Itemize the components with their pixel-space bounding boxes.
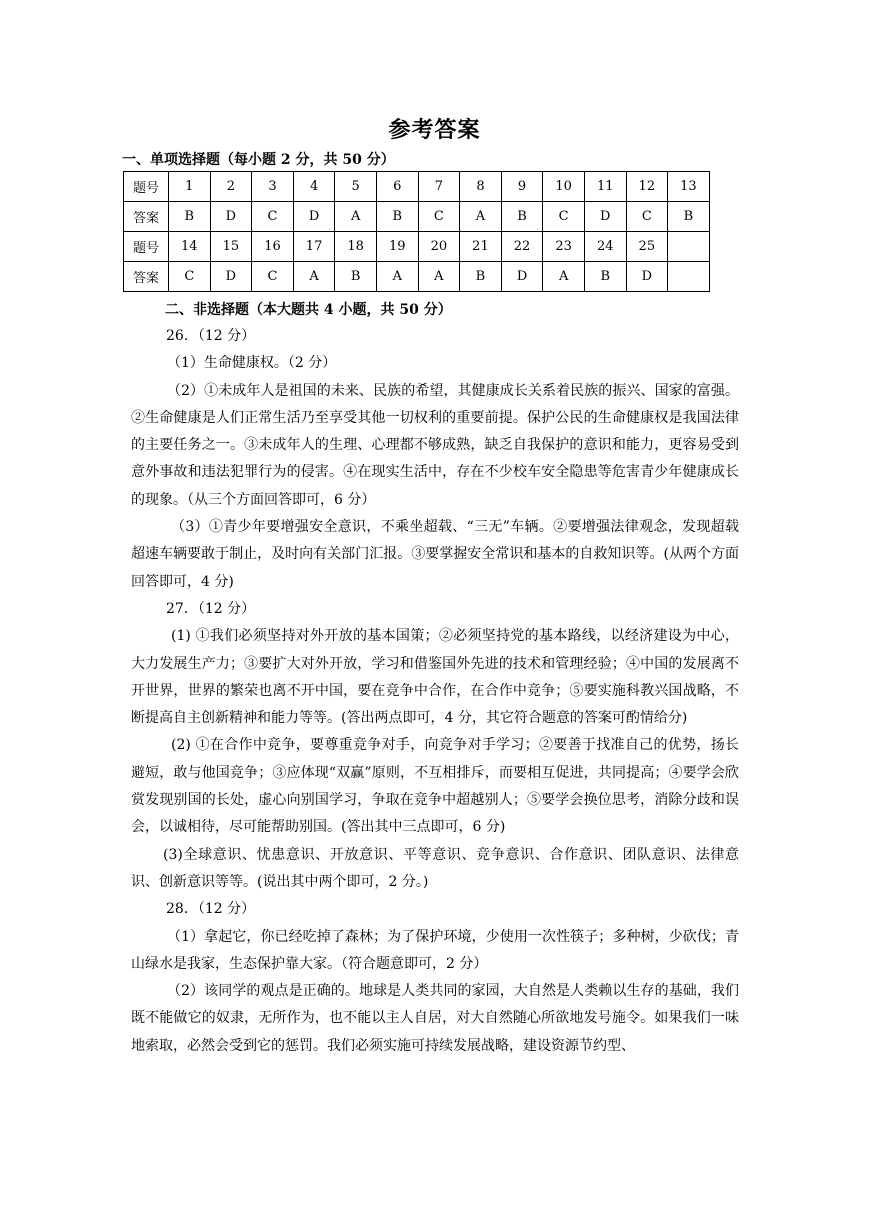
table-cell: D — [210, 262, 252, 292]
question-28-part-2: （2）该同学的观点是正确的。地球是人类共同的家园，大自然是人类赖以生存的基础，我们既不能做它的奴隶，无所作为，也不能以主人自居，对大自然随心所欲地发号施令。如果我们一味地索取，必然会受到它的惩罚。我们必须实施可持续发展战略，建设资源节约型、 — [131, 983, 739, 1054]
table-cell: 9 — [501, 172, 543, 202]
question-26-part-3: （3）①青少年要增强安全意识，不乘坐超载、“三无”车辆。②要增强法律观念，发现超载超速车辆要敢于制止，及时向有关部门汇报。③要掌握安全常识和基本的自救知识等。(从两个方面回答即可，4 分) — [131, 519, 739, 590]
table-cell — [668, 232, 710, 262]
table-cell: D — [626, 262, 668, 292]
table-cell: 6 — [376, 172, 418, 202]
question-27-part-1: (1) ①我们必须坚持对外开放的基本国策；②必须坚持党的基本路线，以经济建设为中心，大力发展生产力；③要扩大对外开放，学习和借鉴国外先进的技术和管理经验；④中国的发展离不开世界，世界的繁荣也离不开中国，要在竞争中合作，在合作中竞争；⑤要实施科教兴国战略，不断提高自主创新精神和能力等等。(答出两点即可，4 分，其它符合题意的答案可酌情给分) — [131, 628, 739, 727]
table-cell: 23 — [543, 232, 585, 262]
table-cell: A — [293, 262, 335, 292]
question-27-part-3: (3)全球意识、忧患意识、开放意识、平等意识、竞争意识、合作意识、团队意识、法律意识、创新意识等等。(说出其中两个即可，2 分。) — [131, 846, 739, 890]
table-cell: 21 — [460, 232, 502, 262]
table-cell: B — [335, 262, 377, 292]
table-cell: 2 — [210, 172, 252, 202]
table-row — [124, 202, 710, 232]
table-cell: 16 — [252, 232, 294, 262]
table-cell: B — [460, 262, 502, 292]
table-cell: B — [668, 202, 710, 232]
row-label: 题号 — [124, 172, 169, 202]
table-cell: C — [169, 262, 211, 292]
table-cell: 22 — [501, 232, 543, 262]
table-cell: 15 — [210, 232, 252, 262]
row-label: 题号 — [124, 232, 169, 262]
table-cell: 25 — [626, 232, 668, 262]
table-cell: A — [335, 202, 377, 232]
table-cell: 1 — [169, 172, 211, 202]
table-cell: 24 — [584, 232, 626, 262]
table-cell: 7 — [418, 172, 460, 202]
table-cell: A — [376, 262, 418, 292]
table-cell: 20 — [418, 232, 460, 262]
row-label: 答案 — [124, 262, 169, 292]
table-cell: C — [252, 202, 294, 232]
table-cell: B — [501, 202, 543, 232]
table-cell: 4 — [293, 172, 335, 202]
table-cell: D — [501, 262, 543, 292]
table-cell: C — [252, 262, 294, 292]
table-cell: 8 — [460, 172, 502, 202]
table-cell: 10 — [543, 172, 585, 202]
answers-body — [131, 323, 739, 1060]
table-row — [124, 172, 710, 202]
table-cell: 11 — [584, 172, 626, 202]
question-27-part-2: (2) ①在合作中竞争，要尊重竞争对手，向竞争对手学习；②要善于找准自己的优势，扬长避短，敢与他国竞争；③应体现“双赢”原则，不互相排斥，而要相互促进，共同提高；④要学会欣赏发现别国的长处，虚心向别国学习，争取在竞争中超越别人；⑤要学会换位思考，消除分歧和误会，以诚相待，尽可能帮助别国。(答出其中三点即可，6 分) — [131, 737, 739, 836]
question-26-heading: 26．（12 分） — [166, 328, 256, 344]
section-heading-multiple-choice: 一、单项选择题（每小题 2 分，共 50 分） — [122, 152, 395, 168]
table-cell: 3 — [252, 172, 294, 202]
table-cell: 18 — [335, 232, 377, 262]
question-28-part-1: （1）拿起它，你已经吃掉了森林；为了保护环境，少使用一次性筷子；多种树，少砍伐；青山绿水是我家，生态保护靠大家。（符合题意即可，2 分） — [131, 928, 739, 972]
table-row — [124, 232, 710, 262]
table-cell: 17 — [293, 232, 335, 262]
table-cell: 13 — [668, 172, 710, 202]
question-26-part-2: （2）①未成年人是祖国的未来、民族的希望，其健康成长关系着民族的振兴、国家的富强。②生命健康是人们正常生活乃至享受其他一切权利的重要前提。保护公民的生命健康权是我国法律的主要任务之一。③未成年人的生理、心理都不够成熟，缺乏自我保护的意识和能力，更容易受到意外事故和违法犯罪行为的侵害。④在现实生活中，存在不少校车安全隐患等危害青少年健康成长的现象。（从三个方面回答即可，6 分） — [131, 382, 739, 508]
table-cell: C — [418, 202, 460, 232]
question-26-part-1: （1）生命健康权。（2 分） — [167, 355, 337, 372]
section-heading-non-choice: 二、非选择题（本大题共 4 小题，共 50 分） — [165, 302, 452, 318]
page-title: 参考答案 — [388, 117, 481, 143]
table-cell: 12 — [626, 172, 668, 202]
table-cell: A — [460, 202, 502, 232]
table-cell — [668, 262, 710, 292]
table-cell: D — [293, 202, 335, 232]
table-cell: A — [418, 262, 460, 292]
table-cell: D — [584, 202, 626, 232]
table-cell: B — [169, 202, 211, 232]
table-row — [124, 262, 710, 292]
answer-key-table — [123, 171, 710, 292]
table-cell: 14 — [169, 232, 211, 262]
question-28-heading: 28．（12 分） — [166, 901, 256, 918]
question-27-heading: 27．（12 分） — [166, 600, 256, 617]
table-cell: C — [626, 202, 668, 232]
table-cell: A — [543, 262, 585, 292]
table-cell: B — [584, 262, 626, 292]
row-label: 答案 — [124, 202, 169, 232]
table-cell: 19 — [376, 232, 418, 262]
table-cell: C — [543, 202, 585, 232]
table-cell: B — [376, 202, 418, 232]
table-cell: 5 — [335, 172, 377, 202]
table-cell: D — [210, 202, 252, 232]
